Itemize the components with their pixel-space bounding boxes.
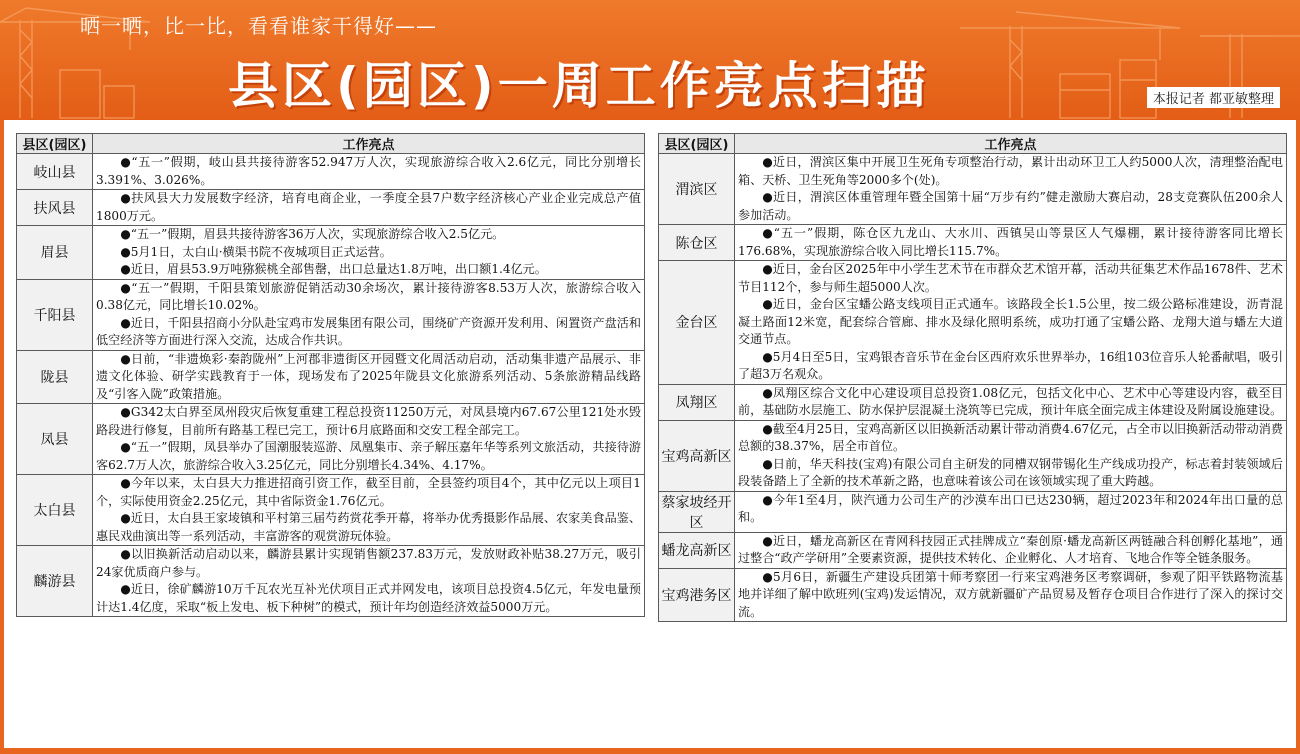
highlight-item: ●今年1至4月，陕汽通力公司生产的沙漠车出口已达230辆，超过2023年和2024年出口量的总和。 [738,492,1283,524]
region-name-cell: 蟠龙高新区 [659,532,735,568]
highlight-item: ●5月4日至5日，宝鸡银杏音乐节在金台区西府欢乐世界举办，16组103位音乐人轮番献唱，吸引了超3万名观众。 [738,349,1283,381]
table-row [659,568,1287,622]
highlights-cell [93,226,645,280]
highlight-item: ●以旧换新活动启动以来，麟游县累计实现销售额237.83万元，发放财政补贴38.27万元，吸引24家优质商户参与。 [96,547,641,579]
column-header-region: 县区(园区) [659,134,735,154]
table-row [659,154,1287,225]
highlight-item: ●日前，“非遗焕彩·秦韵陇州”上河郡非遗街区开园暨文化周活动启动，活动集非遗产品展示、非遗文化体验、研学实践教育于一体，现场发布了2025年陇县文化旅游系列活动、5条旅游精品线路及“引客入陇”政策措施。 [96,351,641,401]
column-header-region: 县区(园区) [17,134,93,154]
content-panel [4,120,1296,748]
highlight-item: ●近日，金台区2025年中小学生艺术节在市群众艺术馆开幕，活动共征集艺术作品1678件、艺术节目112个，参与师生超5000人次。 [738,262,1283,294]
byline: 本报记者 都亚敏整理 [1147,87,1280,108]
region-name-cell: 宝鸡高新区 [659,420,735,491]
highlight-item: ●截至4月25日，宝鸡高新区以旧换新活动累计带动消费4.67亿元，占全市以旧换新活动带动消费总额的38.37%，居全市首位。 [738,421,1283,453]
region-name-cell: 麟游县 [17,546,93,617]
highlight-item: ●近日，千阳县招商小分队赴宝鸡市发展集团有限公司，围绕矿产资源开发利用、闲置资产盘活和低空经济等方面进行深入交流，达成合作共识。 [96,315,641,347]
highlight-item: ●“五一”假期，眉县共接待游客36万人次，实现旅游综合收入2.5亿元。 [120,227,505,241]
highlight-item: ●G342太白界至凤州段灾后恢复重建工程总投资11250万元，对凤县境内67.67公里121处水毁路段进行修复，目前所有路基工程已完工，预计6月底路面和交安工程全部完工。 [96,405,641,437]
table-row [17,190,645,226]
highlights-table-left [16,133,645,617]
table-row [17,546,645,617]
column-header-highlights: 工作亮点 [93,134,645,154]
table-row [17,279,645,350]
highlight-item: ●5月1日，太白山·横渠书院不夜城项目正式运营。 [120,244,392,259]
region-name-cell: 渭滨区 [659,154,735,225]
highlight-item: ●“五一”假期，千阳县策划旅游促销活动30余场次，累计接待游客8.53万人次，旅游综合收入0.38亿元，同比增长10.02%。 [96,280,641,312]
region-name-cell: 凤县 [17,404,93,475]
highlight-item: ●近日，蟠龙高新区在青网科技园正式挂牌成立“秦创原·蟠龙高新区两链融合科创孵化基地”，通过整合“政产学研用”全要素资源，提供技术转化、企业孵化、人才培育、飞地合作等全链条服务。 [738,533,1283,565]
column-header-highlights: 工作亮点 [735,134,1287,154]
highlight-item: ●近日，渭滨区集中开展卫生死角专项整治行动，累计出动环卫工人约5000人次，清理整治配电箱、天桥、卫生死角等2000多个(处)。 [738,155,1283,187]
highlights-cell [735,532,1287,568]
highlights-cell [735,261,1287,385]
table-row [17,154,645,190]
table-body-left [17,154,645,617]
page-title: 县区(园区)一周工作亮点扫描 [228,57,930,115]
highlight-item: ●今年以来，太白县大力推进招商引资工作，截至目前，全县签约项目4个，其中亿元以上项目1个，实际使用资金2.25亿元，其中省际资金1.76亿元。 [96,476,641,508]
highlights-cell [93,546,645,617]
table-row [17,475,645,546]
highlights-cell [735,225,1287,261]
table-row [659,532,1287,568]
highlight-item: ●近日，渭滨区体重管理年暨全国第十届“万步有约”健走激励大赛启动，28支竞赛队伍200余人参加活动。 [738,190,1283,222]
table-row [659,261,1287,385]
highlights-cell [93,350,645,404]
region-name-cell: 陈仓区 [659,225,735,261]
highlight-item: ●“五一”假期，凤县举办了国潮服装巡游、凤凰集市、亲子解压嘉年华等系列文旅活动，共接待游客62.7万人次，旅游综合收入3.25亿元，同比分别增长4.34%、4.17%。 [96,440,641,472]
highlight-item: ●近日，金台区宝蟠公路支线项目正式通车。该路段全长1.5公里，按二级公路标准建设，沥青混凝土路面12米宽，配套综合管廊、排水及绿化照明系统，成功打通了宝蟠公路、龙翔大道与蟠左大道交通节点。 [738,297,1283,346]
table-row [17,350,645,404]
highlight-item: ●凤翔区综合文化中心建设项目总投资1.08亿元，包括文化中心、艺术中心等建设内容，截至目前，基础防水层施工、防水保护层混凝土浇筑等已完成，预计年底全面完成主体建设及附属设施建设。 [738,385,1283,417]
header-kicker: 晒一晒，比一比，看看谁家干得好—— [80,14,437,38]
highlights-cell [735,420,1287,491]
highlights-cell [735,154,1287,225]
highlights-cell [735,384,1287,420]
highlight-item: ●日前，华天科技(宝鸡)有限公司自主研发的同槽双钢带锡化生产线成功投产，标志着封装领域后段装备踏上了全新的技术革新之路，也意味着该公司在该领域实现了重大跨越。 [738,456,1283,488]
highlight-item: ●近日，太白县王家堎镇和平村第三届芍药赏花季开幕，将举办优秀摄影作品展、农家美食品鉴、惠民戏曲演出等一系列活动，丰富游客的观赏游玩体验。 [96,511,641,543]
highlight-item: ●近日，眉县53.9万吨猕猴桃全部售罄，出口总量达1.8万吨，出口额1.4亿元。 [120,262,547,276]
table-header-row [659,134,1287,154]
table-row [659,420,1287,491]
highlights-cell [93,475,645,546]
highlights-cell [735,568,1287,622]
region-name-cell: 宝鸡港务区 [659,568,735,622]
region-name-cell: 蔡家坡经开区 [659,491,735,532]
region-name-cell: 眉县 [17,226,93,280]
highlights-cell [735,491,1287,532]
header-banner [0,0,1300,120]
region-name-cell: 太白县 [17,475,93,546]
table-body-right [659,154,1287,622]
highlights-cell [93,279,645,350]
highlight-item: ●“五一”假期，陈仓区九龙山、大水川、西镇吴山等景区人气爆棚，累计接待游客同比增长176.68%，实现旅游综合收入同比增长115.7%。 [738,226,1283,258]
highlights-cell [93,154,645,190]
table-row [659,225,1287,261]
table-header-row [17,134,645,154]
region-name-cell: 岐山县 [17,154,93,190]
region-name-cell: 陇县 [17,350,93,404]
table-row [17,404,645,475]
highlights-cell [93,404,645,475]
table-row [659,491,1287,532]
highlight-item: ●“五一”假期，岐山县共接待游客52.947万人次，实现旅游综合收入2.6亿元，同比分别增长3.391%、3.026%。 [96,155,641,187]
highlights-table-right [658,133,1287,622]
region-name-cell: 金台区 [659,261,735,385]
highlight-item: ●5月6日，新疆生产建设兵团第十师考察团一行来宝鸡港务区考察调研，参观了阳平铁路物流基地并详细了解中欧班列(宝鸡)发运情况，双方就新疆矿产品贸易及暂存仓项目合作进行了深入的探讨交流。 [738,569,1283,619]
highlight-item: ●近日，徐矿麟游10万千瓦农光互补光伏项目正式并网发电，该项目总投资4.5亿元，年发电量预计达1.4亿度，采取“板上发电、板下种树”的模式，预计年均创造经济效益5000万元。 [96,582,641,614]
table-row [17,226,645,280]
region-name-cell: 扶风县 [17,190,93,226]
highlight-item: ●扶风县大力发展数字经济，培育电商企业，一季度全县7户数字经济核心产业企业完成总产值1800万元。 [96,191,641,223]
region-name-cell: 千阳县 [17,279,93,350]
region-name-cell: 凤翔区 [659,384,735,420]
table-row [659,384,1287,420]
highlights-cell [93,190,645,226]
